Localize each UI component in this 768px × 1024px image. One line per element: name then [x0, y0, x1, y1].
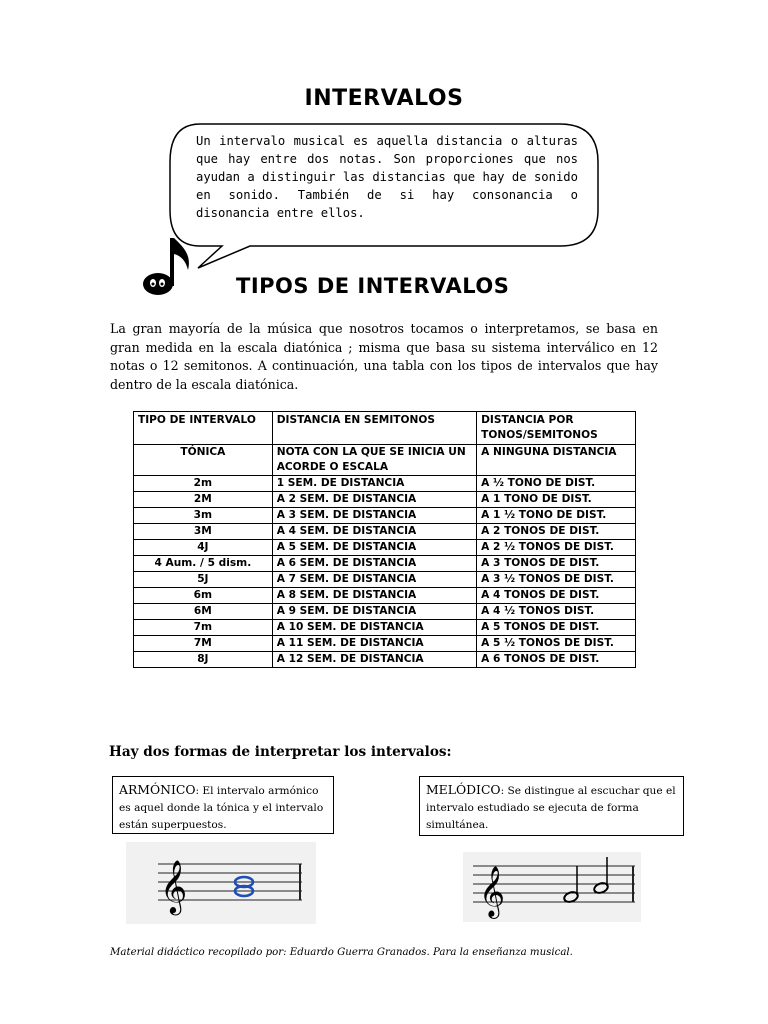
- table-cell: A 8 SEM. DE DISTANCIA: [272, 588, 476, 604]
- table-row: [134, 508, 636, 524]
- table-cell: 8J: [134, 652, 273, 668]
- table-cell: A 4 SEM. DE DISTANCIA: [272, 524, 476, 540]
- table-row: [134, 652, 636, 668]
- table-cell: A 2 SEM. DE DISTANCIA: [272, 492, 476, 508]
- table-row: [134, 540, 636, 556]
- treble-clef-icon: 𝄞: [479, 866, 506, 917]
- table-cell: A 1 ½ TONO DE DIST.: [477, 508, 636, 524]
- table-cell: A 6 SEM. DE DISTANCIA: [272, 556, 476, 572]
- table-header-cell: DISTANCIA EN SEMITONOS: [272, 412, 476, 445]
- table-cell: 6M: [134, 604, 273, 620]
- table-row: [134, 492, 636, 508]
- table-cell: A 12 SEM. DE DISTANCIA: [272, 652, 476, 668]
- table-cell: A 3 SEM. DE DISTANCIA: [272, 508, 476, 524]
- table-cell: 4J: [134, 540, 273, 556]
- table-cell: A 1 TONO DE DIST.: [477, 492, 636, 508]
- table-row: [134, 445, 636, 476]
- table-row: [134, 572, 636, 588]
- table-cell: 7M: [134, 636, 273, 652]
- table-cell: 4 Aum. / 5 dism.: [134, 556, 273, 572]
- table-row: [134, 636, 636, 652]
- table-row: [134, 604, 636, 620]
- table-cell: A 4 TONOS DE DIST.: [477, 588, 636, 604]
- melodico-box: [419, 776, 684, 836]
- melodico-term: MELÓDICO: [426, 782, 501, 797]
- table-cell: A 3 ½ TONOS DE DIST.: [477, 572, 636, 588]
- table-cell: A 5 SEM. DE DISTANCIA: [272, 540, 476, 556]
- footer-credit: Material didáctico recopilado por: Eduardo Guerra Granados. Para la enseñanza musical.: [110, 947, 573, 958]
- armonico-box: [112, 776, 334, 834]
- eighth-note-character-icon: [138, 232, 194, 302]
- harmonic-interval-staff: [126, 842, 316, 924]
- bubble-text: Un intervalo musical es aquella distancia o alturas que hay entre dos notas. Son proporciones que nos ayudan a distinguir las distancias que hay de sonido en sonido. También de si hay consonancia o disonancia entre ellos.: [196, 134, 578, 220]
- melodico-text: : Se distingue al escuchar que el intervalo estudiado se ejecuta de forma simultánea.: [426, 785, 676, 831]
- table-cell: A 5 TONOS DE DIST.: [477, 620, 636, 636]
- table-cell: 5J: [134, 572, 273, 588]
- table-cell: 1 SEM. DE DISTANCIA: [272, 476, 476, 492]
- table-header-row: [134, 412, 636, 445]
- forms-heading: Hay dos formas de interpretar los intervalos:: [109, 744, 452, 760]
- table-row: [134, 524, 636, 540]
- table-cell: A 5 ½ TONOS DE DIST.: [477, 636, 636, 652]
- table-cell: A 9 SEM. DE DISTANCIA: [272, 604, 476, 620]
- table-cell: 2M: [134, 492, 273, 508]
- table-cell: A 6 TONOS DE DIST.: [477, 652, 636, 668]
- table-cell: A 11 SEM. DE DISTANCIA: [272, 636, 476, 652]
- intro-paragraph: La gran mayoría de la música que nosotros tocamos o interpretamos, se basa en gran medida en la escala diatónica ; misma que basa su sistema interválico en 12 notas o 12 semitonos. A continuación, una tabla con los tipos de intervalos que hay dentro de la escala diatónica.: [110, 321, 658, 392]
- table-cell: A 7 SEM. DE DISTANCIA: [272, 572, 476, 588]
- table-cell: 7m: [134, 620, 273, 636]
- table-cell: A 2 TONOS DE DIST.: [477, 524, 636, 540]
- table-cell: 2m: [134, 476, 273, 492]
- armonico-text: : El intervalo armónico es aquel donde la tónica y el intervalo están superpuestos.: [119, 785, 324, 831]
- table-cell: A 10 SEM. DE DISTANCIA: [272, 620, 476, 636]
- armonico-term: ARMÓNICO: [119, 782, 196, 797]
- treble-clef-icon: 𝄞: [160, 859, 188, 913]
- intervals-table: [133, 411, 636, 668]
- table-header-cell: TIPO DE INTERVALO: [134, 412, 273, 445]
- table-cell: 6m: [134, 588, 273, 604]
- table-cell: A 2 ½ TONOS DE DIST.: [477, 540, 636, 556]
- table-cell: TÓNICA: [134, 445, 273, 476]
- table-cell: A ½ TONO DE DIST.: [477, 476, 636, 492]
- table-row: [134, 556, 636, 572]
- melodic-interval-staff: [463, 852, 641, 922]
- table-cell: A NINGUNA DISTANCIA: [477, 445, 636, 476]
- page-title: INTERVALOS: [304, 86, 464, 111]
- table-cell: 3M: [134, 524, 273, 540]
- table-cell: A 3 TONOS DE DIST.: [477, 556, 636, 572]
- table-row: [134, 476, 636, 492]
- table-cell: 3m: [134, 508, 273, 524]
- section-subtitle: TIPOS DE INTERVALOS: [236, 274, 510, 298]
- table-header-cell: DISTANCIA POR TONOS/SEMITONOS: [477, 412, 636, 445]
- table-cell: A 4 ½ TONOS DIST.: [477, 604, 636, 620]
- table-row: [134, 620, 636, 636]
- table-row: [134, 588, 636, 604]
- table-cell: NOTA CON LA QUE SE INICIA UN ACORDE O ESCALA: [272, 445, 476, 476]
